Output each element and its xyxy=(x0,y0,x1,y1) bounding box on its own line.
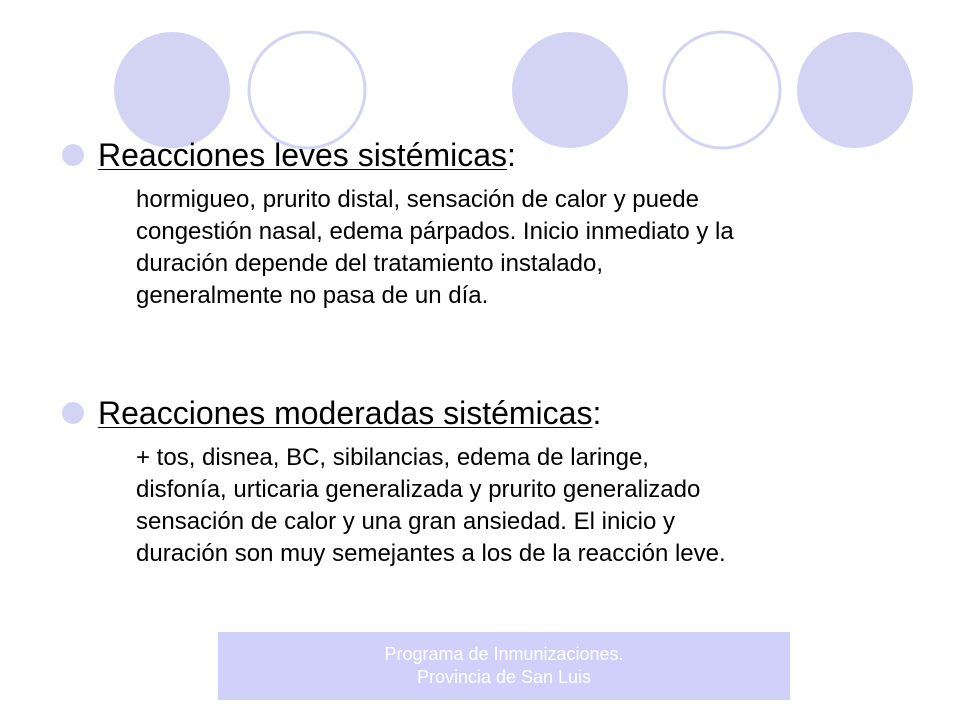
body-line: duración son muy semejantes a los de la reacción leve. xyxy=(136,540,726,567)
body-line: duración depende del tratamiento instalado, xyxy=(136,250,603,277)
section-body xyxy=(136,442,922,570)
decor-circle-filled-1 xyxy=(114,32,230,148)
section-heading xyxy=(98,394,601,432)
decor-circle-filled-2 xyxy=(512,32,628,148)
bullet-circle-icon xyxy=(62,402,84,424)
body-line: sensación de calor y una gran ansiedad. El inicio y xyxy=(136,508,675,535)
decor-circle-outline-2 xyxy=(664,32,780,148)
body-line: disfonía, urticaria generalizada y prurito generalizado xyxy=(136,476,701,503)
heading-suffix: : xyxy=(592,395,602,431)
heading-text: Reacciones leves sistémicas xyxy=(98,137,508,173)
decor-circle-outline-1 xyxy=(249,32,365,148)
footer-line-province: Provincia de San Luis xyxy=(416,667,592,687)
footer-banner xyxy=(218,632,790,700)
section-mild-reactions xyxy=(62,136,922,312)
bullet-circle-icon xyxy=(62,144,84,166)
heading-text: Reacciones moderadas sistémicas xyxy=(98,395,593,431)
section-heading-row xyxy=(62,394,922,434)
decor-circle-filled-3 xyxy=(797,32,913,148)
body-line: + tos, disnea, BC, sibilancias, edema de laringe, xyxy=(136,444,649,471)
footer-line-program: Programa de Inmunizaciones. xyxy=(384,644,624,664)
heading-suffix: : xyxy=(507,137,516,173)
section-moderate-reactions xyxy=(62,394,922,570)
body-line: hormigueo, prurito distal, sensación de calor y puede xyxy=(136,186,699,213)
section-body xyxy=(136,184,922,312)
section-heading xyxy=(98,136,516,174)
body-line: congestión nasal, edema párpados. Inicio inmediato y la xyxy=(136,218,734,245)
section-heading-row xyxy=(62,136,922,176)
body-line: generalmente no pasa de un día. xyxy=(136,282,489,309)
